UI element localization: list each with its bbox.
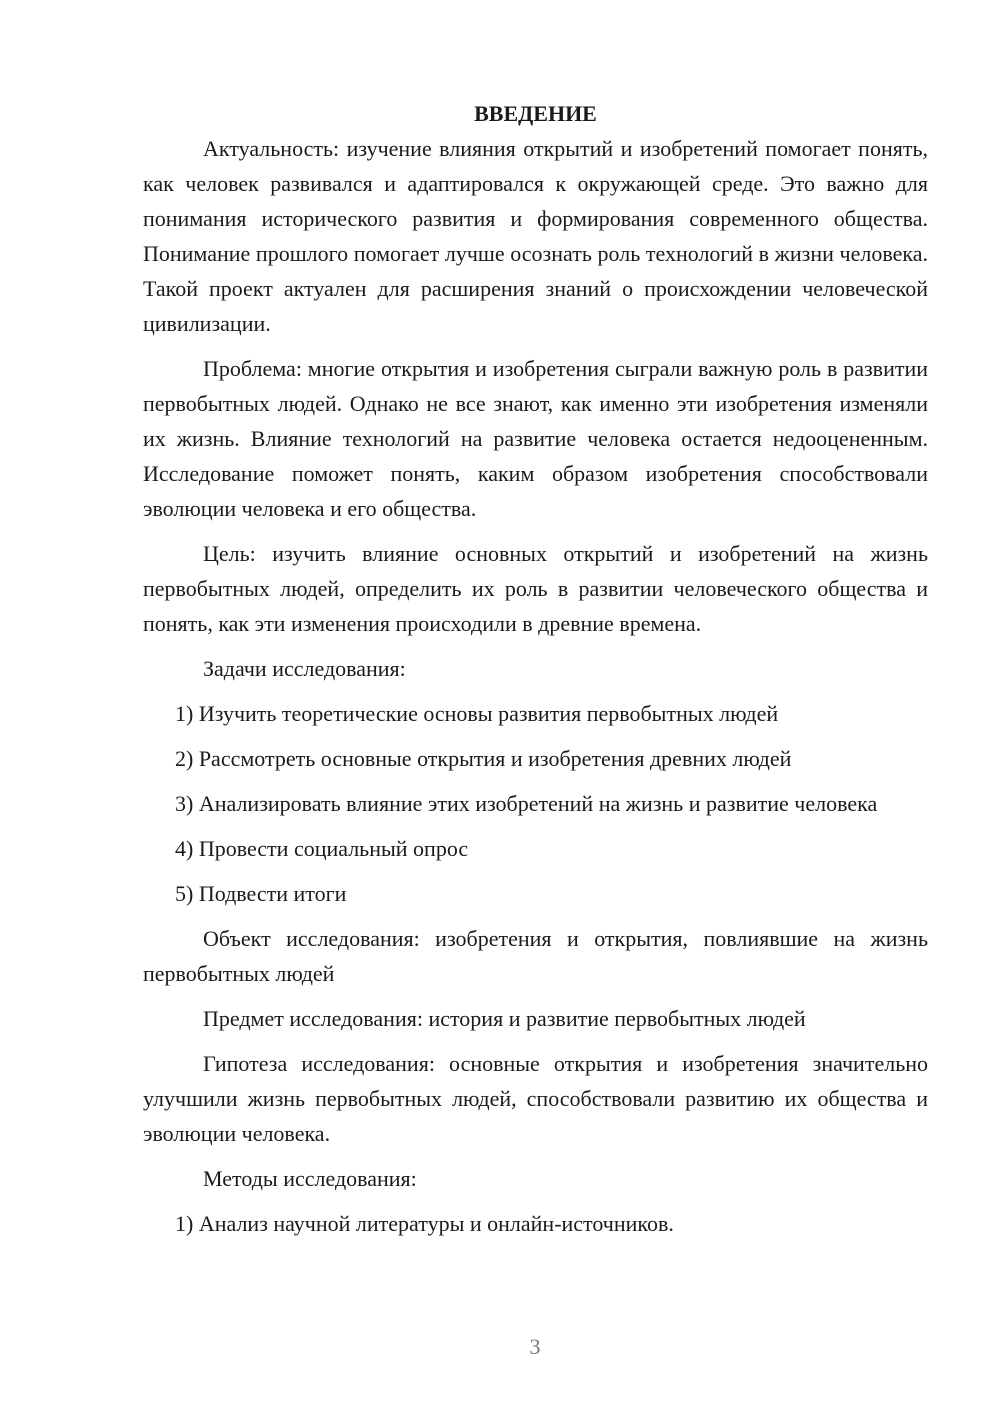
object-paragraph: Объект исследования: изобретения и открытия, повлиявшие на жизнь первобытных людей: [143, 926, 928, 986]
methods-heading: Методы исследования:: [203, 1166, 417, 1191]
task-item-1: 1) Изучить теоретические основы развития первобытных людей: [175, 701, 779, 726]
problem-paragraph: Проблема: многие открытия и изобретения сыграли важную роль в развитии первобытных людей. Однако не все знают, как именно эти изобретения изменяли их жизнь. Влияние технологий на развитие человека остается недооцененным. Исследование поможет понять, каким образом изобретения способствовали эволюции человека и его общества.: [143, 356, 928, 521]
task-item-4: 4) Провести социальный опрос: [175, 836, 469, 861]
tasks-heading: Задачи исследования:: [203, 656, 406, 681]
method-item-1: 1) Анализ научной литературы и онлайн-источников.: [175, 1211, 674, 1236]
relevance-paragraph: Актуальность: изучение влияния открытий и изобретений помогает понять, как человек развивался и адаптировался к окружающей среде. Это важно для понимания исторического развития и формирования современного общества. Понимание прошлого помогает лучше осознать роль технологий в жизни человека. Такой проект актуален для расширения знаний о происхождении человеческой цивилизации.: [143, 136, 928, 336]
hypothesis-paragraph: Гипотеза исследования: основные открытия и изобретения значительно улучшили жизнь первобытных людей, способствовали развитию их общества и эволюции человека.: [143, 1051, 928, 1146]
page-content: [143, 96, 928, 1251]
goal-paragraph: Цель: изучить влияние основных открытий и изобретений на жизнь первобытных людей, определить их роль в развитии человеческого общества и понять, как эти изменения происходили в древние времена.: [143, 541, 928, 636]
page-title: ВВЕДЕНИЕ: [474, 101, 597, 126]
task-item-5: 5) Подвести итоги: [175, 881, 347, 906]
page-number: 3: [529, 1334, 541, 1359]
task-item-2: 2) Рассмотреть основные открытия и изобретения древних людей: [175, 746, 792, 771]
subject-paragraph: Предмет исследования: история и развитие первобытных людей: [203, 1006, 806, 1031]
task-item-3: 3) Анализировать влияние этих изобретений на жизнь и развитие человека: [175, 791, 878, 816]
